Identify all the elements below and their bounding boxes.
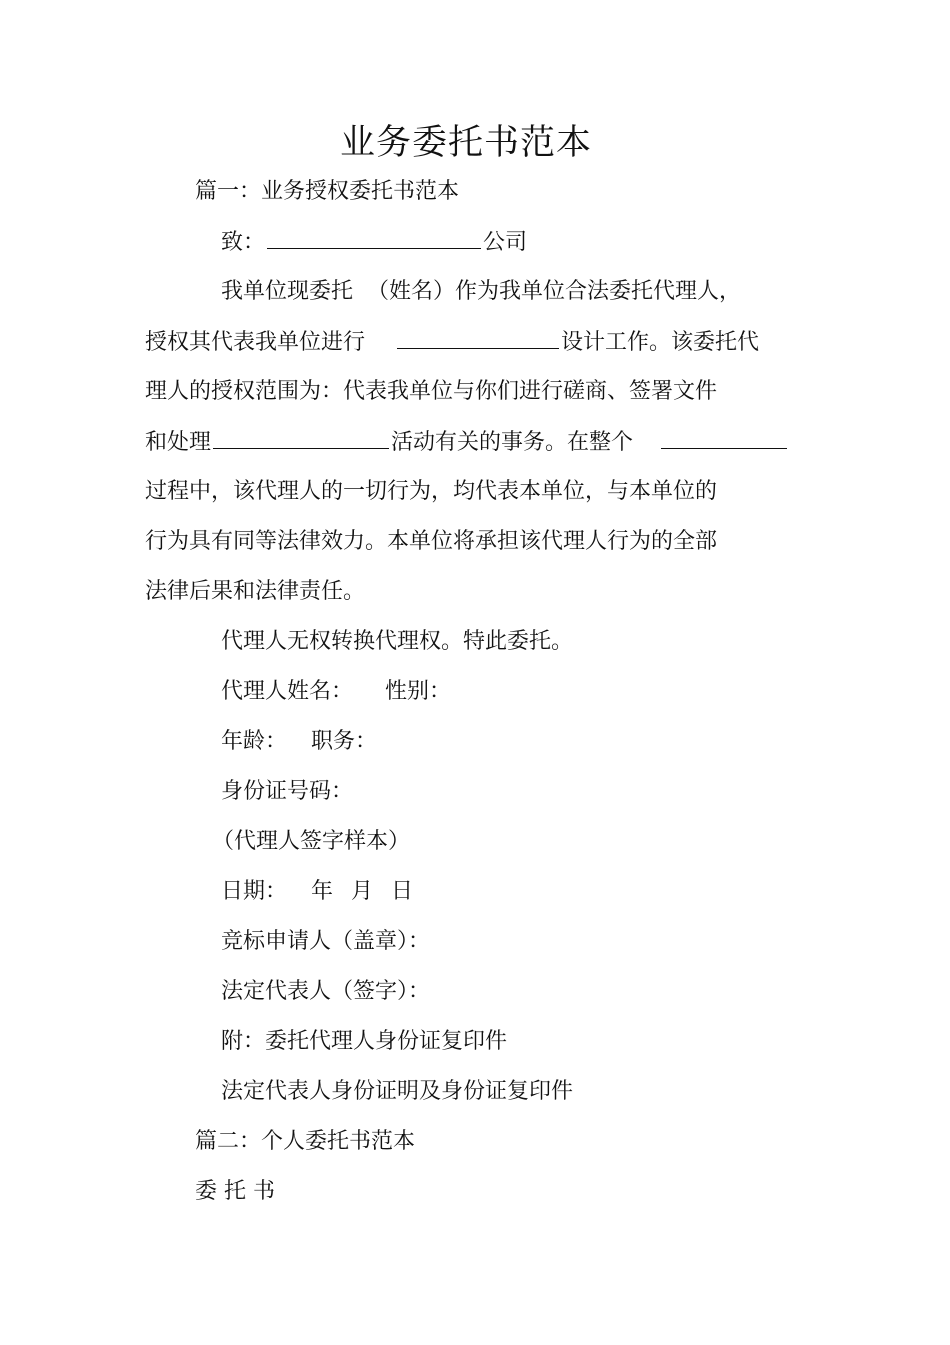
agent-info-line: [221, 676, 451, 708]
paragraph1-line5: 过程中，该代理人的一切行为，均代表本单位，与本单位的: [145, 479, 718, 504]
paragraph1-line2: [145, 326, 759, 359]
date-line: [221, 876, 413, 908]
gender-label: 性别：: [385, 679, 452, 704]
addressee-suffix: 公司: [483, 230, 528, 255]
date-label: 日期：: [221, 879, 288, 904]
process-blank: [661, 426, 787, 449]
paragraph1-line4-end: 活动有关的事务。在整个: [391, 430, 634, 455]
attachment-line2: 法定代表人身份证明及身份证复印件: [221, 1079, 574, 1104]
document-title: 业务委托书范本: [339, 123, 592, 163]
paragraph1-line2-end: 设计工作。该委托代: [561, 330, 760, 355]
paragraph1-line4: [145, 426, 789, 459]
addressee-line: [221, 226, 527, 259]
day-label: 日: [391, 879, 414, 904]
paragraph2: 代理人无权转换代理权。特此委托。: [221, 629, 574, 654]
age-position-line: [221, 726, 377, 758]
month-label: 月: [351, 879, 374, 904]
company-blank: [267, 226, 481, 249]
position-label: 职务：: [311, 729, 378, 754]
attachment-line1: 附：委托代理人身份证复印件: [221, 1029, 508, 1054]
addressee-prefix: 致：: [221, 230, 266, 255]
paragraph1-line1: 我单位现委托 （姓名）作为我单位合法委托代理人，: [221, 279, 741, 304]
paragraph1-line4-start: 和处理: [145, 430, 212, 455]
section2-heading: 篇二：个人委托书范本: [195, 1129, 416, 1154]
paragraph1-line2-start: 授权其代表我单位进行: [145, 330, 366, 355]
activity-blank: [213, 426, 389, 449]
paragraph1-line3: 理人的授权范围为：代表我单位与你们进行磋商、签署文件: [145, 379, 718, 404]
paragraph1-line7: 法律后果和法律责任。: [145, 579, 366, 604]
bidder-seal-label: 竞标申请人（盖章）：: [221, 929, 431, 954]
project-blank: [397, 326, 559, 349]
age-label: 年龄：: [221, 729, 288, 754]
paragraph1-line6: 行为具有同等法律效力。本单位将承担该代理人行为的全部: [145, 529, 718, 554]
section2-subtitle: 委 托 书: [195, 1179, 275, 1204]
legal-rep-signature-label: 法定代表人（签字）：: [221, 979, 431, 1004]
section1-heading: 篇一：业务授权委托书范本: [195, 179, 460, 204]
agent-name-label: 代理人姓名：: [221, 679, 354, 704]
id-number-label: 身份证号码：: [221, 779, 354, 804]
signature-sample-label: （代理人签字样本）: [212, 829, 411, 854]
year-label: 年: [311, 879, 334, 904]
